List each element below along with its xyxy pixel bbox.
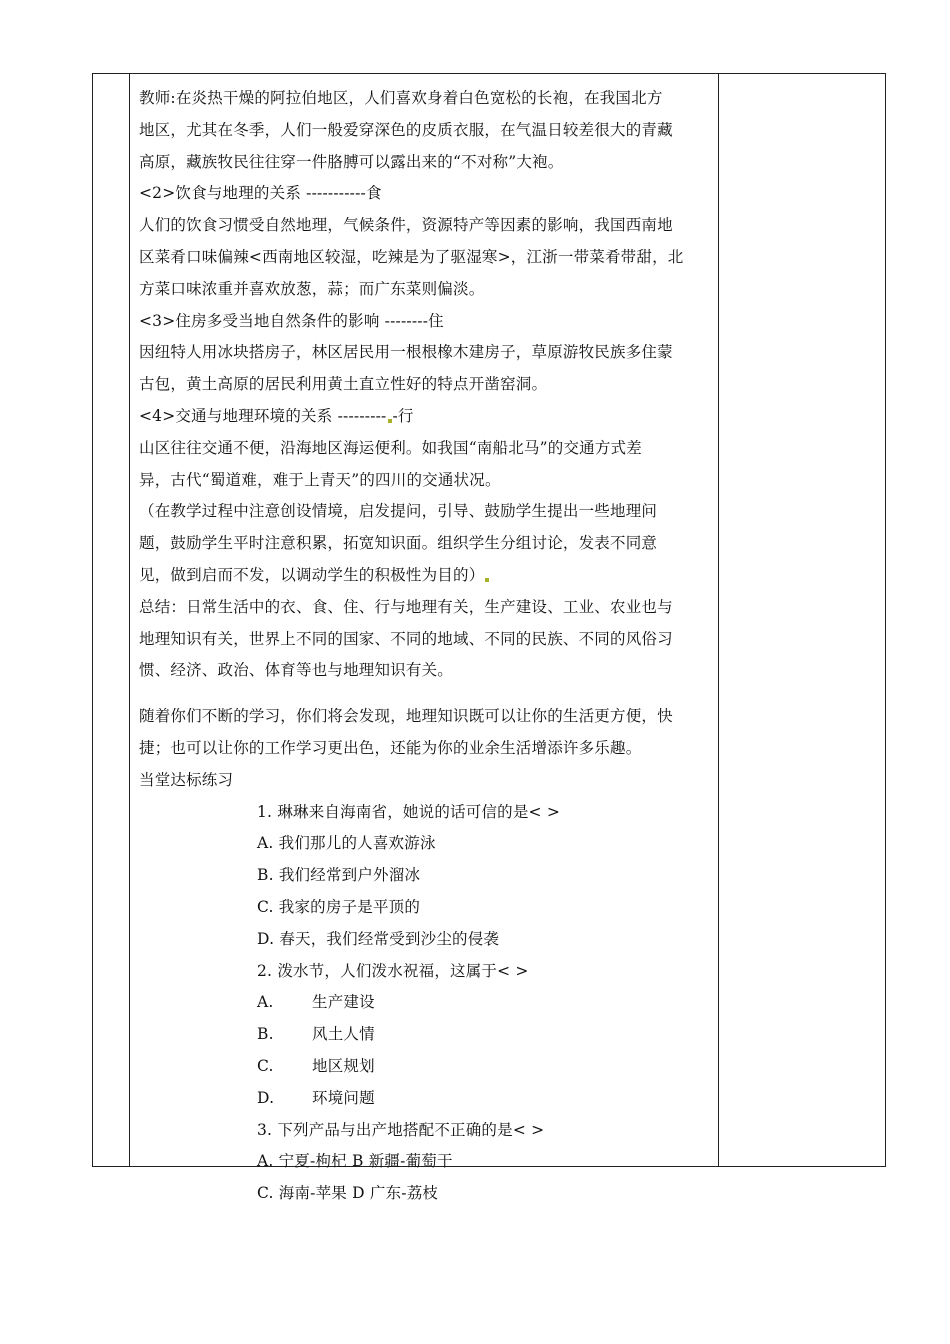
- question-3-option: A. 宁夏-枸杞 B 新疆-葡萄干: [257, 1152, 453, 1171]
- question-2-option: [139, 987, 711, 1019]
- summary-line: 总结：日常生活中的衣、食、住、行与地理有关，生产建设、工业、农业也与: [139, 597, 673, 616]
- option-text: 生产建设: [312, 993, 375, 1012]
- question-2-option: [139, 1083, 711, 1115]
- teaching-note-line: [139, 560, 711, 592]
- question-1-option: C. 我家的房子是平顶的: [257, 897, 421, 916]
- traffic-line: 山区往往交通不便，沿海地区海运便利。如我国“南船北马”的交通方式差: [139, 438, 642, 457]
- option-text: 地区规划: [312, 1056, 375, 1075]
- option-letter: C.: [257, 1056, 274, 1075]
- housing-line: 古包，黄土高原的居民利用黄土直立性好的特点开凿窑洞。: [139, 375, 548, 394]
- closing-line: 随着你们不断的学习，你们将会发现，地理知识既可以让你的生活更方便，快: [139, 707, 673, 726]
- closing-line: 捷；也可以让你的工作学习更出色，还能为你的业余生活增添许多乐趣。: [139, 738, 642, 757]
- question-1: 1. 琳琳来自海南省，她说的话可信的是< >: [257, 802, 561, 821]
- option-letter: B.: [257, 1025, 274, 1044]
- summary-line: 惯、经济、政治、体育等也与地理知识有关。: [139, 661, 454, 680]
- column-divider: [718, 74, 719, 1166]
- question-1-option: A. 我们那儿的人喜欢游泳: [257, 834, 436, 853]
- heading-part: <4>交通与地理环境的关系 ---------: [139, 406, 387, 425]
- food-line: 人们的饮食习惯受自然地理，气候条件，资源特产等因素的影响，我国西南地: [139, 216, 673, 235]
- option-text: 环境问题: [312, 1088, 375, 1107]
- question-2-option: [139, 1019, 711, 1051]
- section-heading-traffic: [139, 401, 711, 433]
- heading-part: -行: [392, 406, 414, 425]
- food-line: 区菜肴口味偏辣<西南地区较湿，吃辣是为了驱湿寒>，江浙一带菜肴带甜，北: [139, 247, 684, 266]
- option-text: 风土人情: [312, 1025, 375, 1044]
- question-1-option: B. 我们经常到户外溜冰: [257, 866, 421, 885]
- summary-line: 地理知识有关，世界上不同的国家、不同的地域、不同的民族、不同的风俗习: [139, 629, 673, 648]
- question-3-option: C. 海南-苹果 D 广东-荔枝: [257, 1184, 439, 1203]
- option-letter: A.: [257, 993, 274, 1012]
- section-heading-food: <2>饮食与地理的关系 -----------食: [139, 184, 382, 203]
- teaching-note-line: 题，鼓励学生平时注意积累，拓宽知识面。组织学生分组讨论，发表不同意: [139, 534, 658, 553]
- mark-dot: [485, 578, 489, 582]
- section-heading-housing: <3>住房多受当地自然条件的影响 --------住: [139, 311, 444, 330]
- exercise-title: 当堂达标练习: [139, 770, 234, 789]
- lesson-content: [139, 83, 711, 1210]
- mark-dot: [388, 419, 392, 423]
- food-line: 方菜口味浓重并喜欢放葱，蒜；而广东菜则偏淡。: [139, 279, 485, 298]
- housing-line: 因纽特人用冰块搭房子，林区居民用一根根橡木建房子，草原游牧民族多住蒙: [139, 343, 673, 362]
- column-divider: [129, 74, 130, 1166]
- option-letter: D.: [257, 1088, 275, 1107]
- traffic-line: 异，古代“蜀道难，难于上青天”的四川的交通状况。: [139, 470, 501, 489]
- teaching-note-line: （在教学过程中注意创设情境，启发提问，引导、鼓励学生提出一些地理问: [139, 502, 658, 521]
- question-1-option: D. 春天，我们经常受到沙尘的侵袭: [257, 929, 500, 948]
- question-2-option: [139, 1051, 711, 1083]
- question-3: 3. 下列产品与出产地搭配不正确的是< >: [257, 1120, 545, 1139]
- clothing-line: 地区，尤其在冬季，人们一般爱穿深色的皮质衣服，在气温日较差很大的青藏: [139, 120, 673, 139]
- teaching-note-text: 见，做到启而不发，以调动学生的积极性为目的）: [139, 565, 485, 584]
- clothing-line: 教师:在炎热干燥的阿拉伯地区，人们喜欢身着白色宽松的长袍，在我国北方: [139, 89, 663, 107]
- clothing-line: 高原，藏族牧民往往穿一件胳膊可以露出来的“不对称”大袍。: [139, 152, 564, 171]
- question-2: 2. 泼水节，人们泼水祝福，这属于< >: [257, 961, 529, 980]
